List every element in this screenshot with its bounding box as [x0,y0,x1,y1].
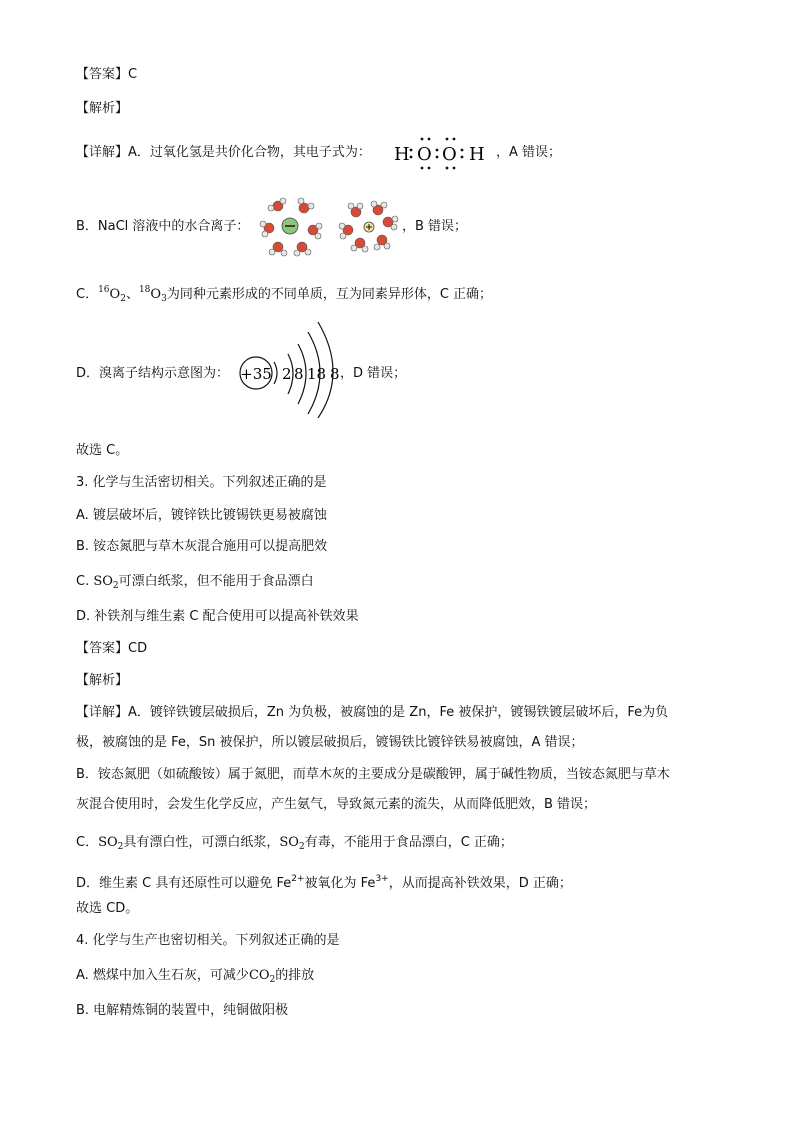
so2-subscript-1: 2 [117,842,124,852]
fe2-charge: 2+ [291,874,305,884]
q2-detail-a-result: ，A 错误； [496,145,562,160]
isotope1-element: O [109,287,121,302]
q2-detail-d: D．溴离子结构示意图为： [76,366,230,381]
q3-answer: 【答案】CD [76,641,148,656]
formula-o2: O [442,144,457,165]
shell-3: 18 [307,365,327,383]
q3-option-c [76,573,314,595]
q2-c-prefix: C． [76,287,99,302]
so2-formula-1: SO [98,835,118,850]
q3-detail-c [76,834,513,856]
q4-a-prefix: A. 燃煤中加入生石灰，可减少 [76,968,249,983]
shell-1: 2 [282,365,292,383]
q4-option-b: B. 电解精炼铜的装置中，纯铜做阳极 [76,1003,289,1018]
q3-stem: 3. 化学与生活密切相关。下列叙述正确的是 [76,475,327,490]
formula-o1: O [417,144,432,165]
so2-formula-2: SO [279,835,299,850]
q3-det-d-prefix: D．维生素 C 具有还原性可以避免 Fe [76,876,292,891]
q4-option-a [76,967,314,989]
isotope2-mass: 18 [138,285,151,295]
q3-c-rest: 可漂白纸浆，但不能用于食品漂白 [118,574,314,589]
q3-detail-d [76,870,572,893]
q2-conclusion: 故选 C。 [76,443,129,458]
q3-option-a: A. 镀层破坏后，镀锌铁比镀锡铁更易被腐蚀 [76,508,327,523]
q3-c-prefix: C. [76,574,94,589]
q3-detail-b-2: 灰混合使用时，会发生化学反应，产生氨气，导致氮元素的流失，从而降低肥效，B 错误； [76,797,597,812]
shell-4: 8 [330,365,340,383]
h2o2-electron-formula [392,134,502,174]
q3-option-d: D. 补铁剂与维生素 C 配合使用可以提高补铁效果 [76,609,359,624]
q3-det-c-prefix: C． [76,835,99,850]
nucleus-charge: +35 [240,365,272,383]
q2-detail-b-result: ，B 错误； [402,219,468,234]
isotope2-count: 3 [161,294,167,304]
q3-det-c-mid: 具有漂白性，可漂白纸浆， [123,835,280,850]
formula-h1: H [394,144,410,165]
q3-analysis-heading: 【解析】 [76,673,129,688]
so2-subscript: 2 [112,581,119,591]
formula-h2: H [469,144,485,165]
q2-detail-a [76,144,371,162]
q2-detail-d-result: ，D 错误； [340,366,407,381]
q3-option-b: B. 铵态氮肥与草木灰混合施用可以提高肥效 [76,539,328,554]
q3-det-d-rest: ，从而提高补铁效果，D 正确； [388,876,572,891]
q2-answer: 【答案】C [76,67,138,82]
shell-2: 8 [294,365,304,383]
hydrated-ions-diagram [256,196,404,258]
q3-detail-a-2: 极，被腐蚀的是 Fe，Sn 被保护，所以镀层破损后，镀锡铁比镀锌铁易被腐蚀，A 错误； [76,735,584,750]
bromide-ion-structure-diagram [236,318,348,418]
q3-det-d-mid: 被氧化为 Fe [304,876,376,891]
q2-detail-a-text: 【详解】A．过氧化氢是共价化合物，其电子式为： [76,145,371,160]
q3-conclusion: 故选 CD。 [76,901,139,916]
q4-a-rest: 的排放 [275,968,315,983]
hydrated-cation [339,201,398,252]
so2-subscript-2: 2 [298,842,305,852]
q2-analysis-heading: 【解析】 [76,101,129,116]
so2-formula: SO [93,574,113,589]
hydrated-anion [260,198,322,256]
q4-stem: 4. 化学与生产也密切相关。下列叙述正确的是 [76,933,340,948]
co2-subscript: 2 [269,975,276,985]
q2-detail-b: B．NaCl 溶液中的水合离子： [76,219,250,234]
isotope2-element: O [150,287,162,302]
q3-detail-b-1: B．铵态氮肥（如硫酸铵）属于氮肥，而草木灰的主要成分是碳酸钾，属于碱性物质，当铵态氮肥与草木 [76,767,670,782]
isotope1-mass: 16 [98,285,110,295]
isotope1-count: 2 [120,294,126,304]
q3-det-c-rest: 有毒，不能用于食品漂白，C 正确； [304,835,513,850]
q2-c-sep: 、 [125,287,139,302]
q2-detail-c [76,281,492,308]
q2-c-rest: 为同种元素形成的不同单质，互为同素异形体，C 正确； [166,287,493,302]
q3-detail-a-1: 【详解】A．镀锌铁镀层破损后，Zn 为负极，被腐蚀的是 Zn，Fe 被保护，镀锡铁镀层破坏后，Fe为负 [76,705,669,720]
fe3-charge: 3+ [375,874,389,884]
co2-formula: CO [248,968,270,983]
